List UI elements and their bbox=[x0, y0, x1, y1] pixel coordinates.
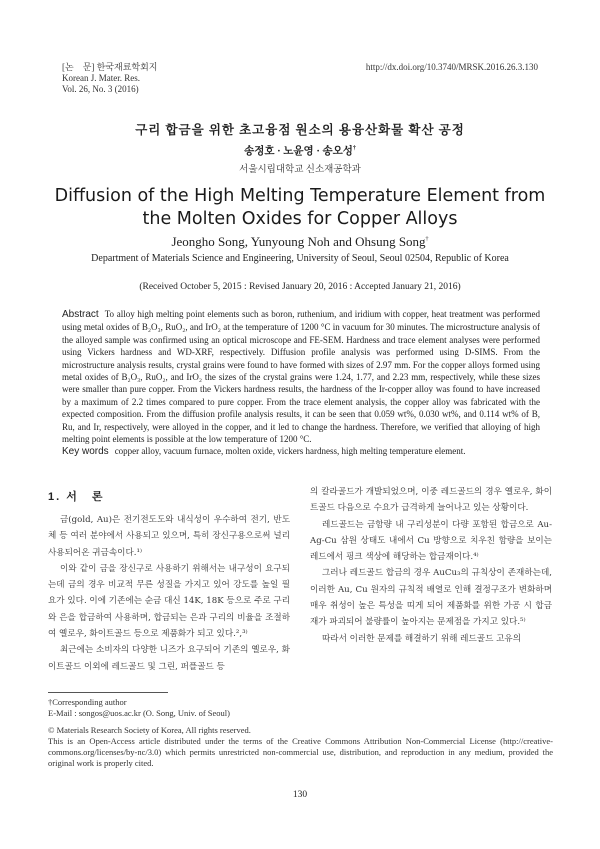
section-heading-introduction: 1. 서 론 bbox=[48, 491, 105, 503]
journal-name-en: Korean J. Mater. Res. bbox=[62, 73, 140, 83]
journal-header bbox=[62, 62, 158, 95]
authors-korean bbox=[0, 143, 600, 158]
paragraph: 그러나 레드골드 합금의 경우 AuCu₃의 규칙상이 존재하는데, 이러한 Au, Cu 원자의 규칙적 배열로 인해 결정구조가 변화하며 매우 취성이 높은 특성을 띠게 되어 제품화를 위한 가공 시 합금재가 파괴되어 불량률이 높아지는 문제점을 가지고 있다.⁵⁾ bbox=[310, 568, 552, 628]
paragraph: 최근에는 소비자의 다양한 니즈가 요구되어 기존의 옐로우, 화이트골드 이외에 레드골드 및 그린, 퍼플골드 등 bbox=[48, 645, 290, 672]
received-dates: (Received October 5, 2015 : Revised January 20, 2016 : Accepted January 21, 2016) bbox=[139, 282, 461, 292]
title-korean: 구리 합금을 위한 초고융점 원소의 용융산화물 확산 공정 bbox=[135, 123, 465, 137]
abstract bbox=[62, 308, 540, 445]
paragraph: 금(gold, Au)은 전기전도도와 내식성이 우수하여 전기, 반도체 등 여러 분야에서 사용되고 있으며, 특히 장신구용으로써 널리 사용되어온 귀금속이다.¹⁾ bbox=[48, 515, 290, 558]
doi-link[interactable]: http://dx.doi.org/10.3740/MRSK.2016.26.3.130 bbox=[365, 62, 538, 72]
authors-korean-names: 송정호 · 노윤영 · 송오성 bbox=[244, 146, 353, 157]
corresponding-mark-en: † bbox=[425, 236, 429, 243]
footnotes bbox=[48, 697, 553, 769]
body-right-column bbox=[310, 484, 552, 647]
abstract-text: To alloy high melting point elements such as boron, ruthenium, and iridium with copper, heat treatment was performed using metal oxides of B₂O₃, RuO₂, and IrO₂ at the temperature of 1200 °C in vacuum for 30 minutes. The microstructure analysis of the alloyed sample was confirmed using an optical microscope and FE-SEM. Hardness and trace element analyses were performed using Vickers hardness and WD-XRF, respectively. Diffusion profile analysis was performed using D-SIMS. From the microstructure analysis results, crystal grains were found to have formed with sizes of 2.97 mm. For the copper alloys formed using metal oxides of B₂O₃, RuO₂, and IrO₂ the sizes of the crystal grains were 1.24, 1.77, and 2.23 mm, respectively, while these sizes were smaller than pure copper. From the Vickers hardness results, the hardness of the Ir-copper alloy was found to have increased by a maximum of 2.2 times compared to pure copper. From the trace element analysis, the copper alloy was fabricated with the expected composition. From the diffusion profile analysis results, it can be seen that 0.059 wt%, 0.030 wt%, and 0.114 wt% of B, Ru, and Ir, respectively, were alloyed in the copper, and it led to change the hardness. Therefore, we verified that alloying of high melting point elements is possible at the low temperature of 1200 °C. bbox=[62, 309, 540, 445]
abstract-label: Abstract bbox=[62, 309, 99, 320]
authors-english bbox=[0, 234, 600, 250]
paragraph: 레드골드는 금함량 내 구리성분이 다량 포함된 합금으로 Au-Ag-Cu 삼원 상태도 내에서 Cu 방향으로 치우친 함량을 보이는 레드에서 핑크 색상에 해당하는 합금재이다.⁴⁾ bbox=[310, 519, 552, 563]
affiliation-korean: 서울시립대학교 신소재공학과 bbox=[239, 165, 361, 175]
corresponding-mark: † bbox=[352, 145, 356, 152]
copyright-notice: © Materials Research Society of Korea, All rights reserved. bbox=[48, 725, 251, 735]
paragraph: 의 칼라골드가 개발되었으며, 이중 레드골드의 경우 옐로우, 화이트골드 다음으로 수요가 급격하게 늘어나고 있는 상황이다. bbox=[310, 487, 552, 514]
corresponding-author: †Corresponding author bbox=[48, 697, 127, 707]
corresponding-email: E-Mail : songos@uos.ac.kr (O. Song, Univ. of Seoul) bbox=[48, 708, 230, 718]
body-left-column bbox=[48, 512, 290, 675]
keywords-label: Key words bbox=[62, 446, 109, 457]
license-notice: This is an Open-Access article distributed under the terms of the Creative Commons Attribution Non-Commercial License (http://creative-commons.org/licenses/by-nc/3.0) which permits unrestricted non-commercial use, distribution, and reproduction in any medium, provided the original work is properly cited. bbox=[48, 736, 553, 768]
keywords-text: copper alloy, vacuum furnace, molten oxide, vickers hardness, high melting temperature element. bbox=[114, 446, 466, 456]
affiliation-english: Department of Materials Science and Engineering, University of Seoul, Seoul 02504, Republic of Korea bbox=[91, 253, 509, 264]
page-number: 130 bbox=[292, 790, 308, 800]
authors-english-names: Jeongho Song, Yunyoung Noh and Ohsung Song bbox=[171, 234, 426, 249]
paragraph: 이와 같이 금을 장신구로 사용하기 위해서는 내구성이 요구되는데 금의 경우 비교적 무른 성질을 가지고 있어 강도를 높일 필요가 있다. 이에 기존에는 순금 대신 14K, 18K 등으로 주로 구리와 은을 합금하여 사용하며, 합금되는 은과 구리의 비율을 조절하여 옐로우, 화이트골드 등으로 제품화가 되고 있다.²,³⁾ bbox=[48, 563, 290, 640]
title-english: Diffusion of the High Melting Temperature Element from the Molten Oxides for Copper Alloys bbox=[54, 186, 546, 229]
paragraph: 따라서 이러한 문제를 해결하기 위해 레드골드 고유의 bbox=[322, 633, 522, 644]
journal-name-ko: [논 문] 한국재료학회지 bbox=[62, 62, 158, 72]
journal-volume: Vol. 26, No. 3 (2016) bbox=[62, 84, 139, 94]
keywords bbox=[62, 446, 540, 457]
footnote-divider bbox=[48, 692, 168, 693]
